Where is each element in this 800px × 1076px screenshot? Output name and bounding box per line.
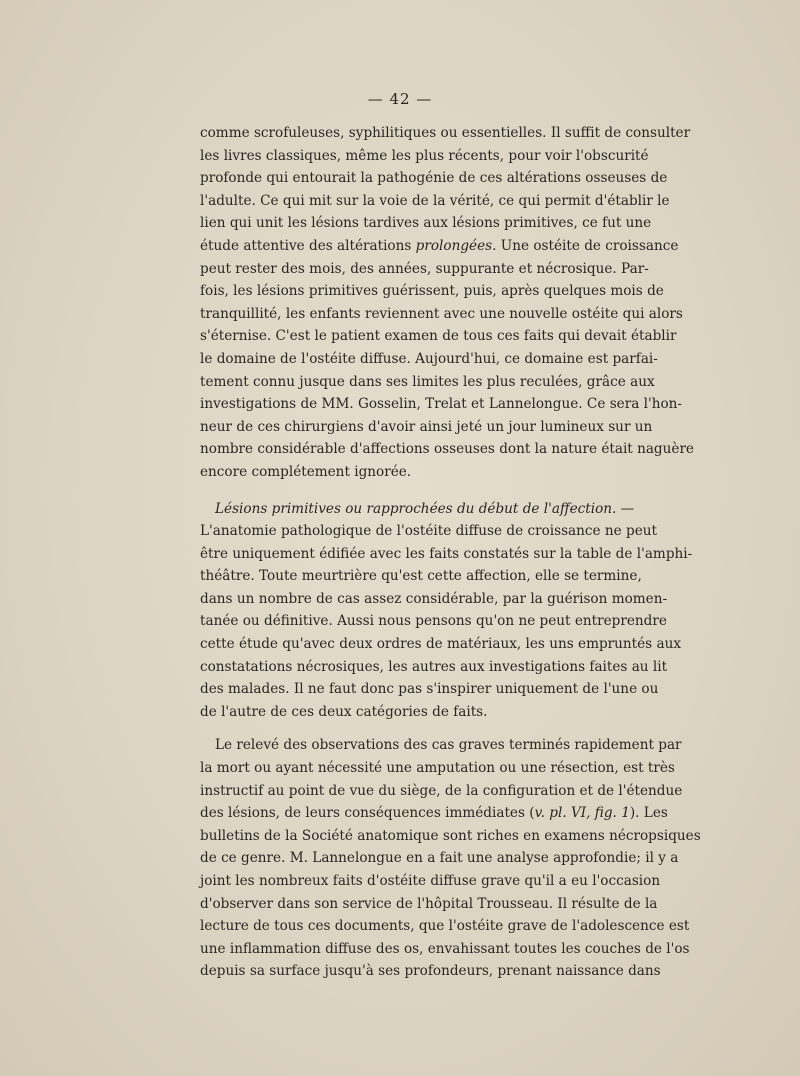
text-line: comme scrofuleuses, syphilitiques ou essentielles. Il suffit de consulter <box>200 125 691 141</box>
text-line: Le relevé des observations des cas graves terminés rapidement par <box>215 737 682 754</box>
text-line: neur de ces chirurgiens d'avoir ainsi jeté un jour lumineux sur un <box>200 418 653 435</box>
text-line: depuis sa surface jusqu'à ses profondeurs, prenant naissance dans <box>200 963 661 980</box>
text-line: une inflammation diffuse des os, envahissant toutes les couches de l'os <box>200 940 690 957</box>
paragraph-gap <box>200 723 630 734</box>
text-line: lecture de tous ces documents, que l'ostéite grave de l'adolescence est <box>200 918 690 935</box>
body-text <box>200 122 701 983</box>
text-line: encore complétement ignorée. <box>200 463 412 480</box>
text-line: joint les nombreux faits d'ostéite diffuse grave qu'il a eu l'occasion <box>200 873 661 889</box>
text-line: cette étude qu'avec deux ordres de matériaux, les uns empruntés aux <box>200 636 682 653</box>
italic-phrase: v. pl. VI, fig. 1 <box>534 805 630 822</box>
text-line: tement connu jusque dans ses limites les plus reculées, grâce aux <box>200 373 655 390</box>
text-line: le domaine de l'ostéite diffuse. Aujourd'hui, ce domaine est parfai- <box>200 350 658 367</box>
text-line: de l'autre de ces deux catégories de faits. <box>200 703 488 720</box>
section-heading-line: Lésions primitives ou rapprochées du début de l'affection. — <box>215 500 635 517</box>
text-line: instructif au point de vue du siège, de la configuration et de l'étendue <box>200 782 683 799</box>
text-line: théâtre. Toute meurtrière qu'est cette affection, elle se termine, <box>200 568 642 585</box>
text-line: d'observer dans son service de l'hôpital Trousseau. Il résulte de la <box>200 895 658 912</box>
text-line: tranquillité, les enfants reviennent avec une nouvelle ostéite qui alors <box>200 305 683 322</box>
text-line: dans un nombre de cas assez considérable, par la guérison momen- <box>200 590 668 607</box>
text-line: de ce genre. M. Lannelongue en a fait une analyse approfondie; il y a <box>200 850 679 867</box>
page-number: — 42 — <box>367 90 433 108</box>
text-line: étude attentive des altérations prolongées. Une ostéite de croissance <box>200 237 679 254</box>
section-heading: Lésions primitives ou rapprochées du début de l'affection. <box>215 500 617 517</box>
text-line: constatations nécrosiques, les autres aux investigations faites au lit <box>200 658 668 675</box>
text-line: des malades. Il ne faut donc pas s'inspirer uniquement de l'une ou <box>200 681 659 698</box>
text-line: les livres classiques, même les plus récents, pour voir l'obscurité <box>200 147 649 164</box>
italic-phrase: prolongées <box>415 237 493 254</box>
paragraph <box>200 498 693 724</box>
text-line: nombre considérable d'affections osseuses dont la nature était naguère <box>200 441 694 458</box>
paragraph <box>200 122 694 484</box>
text-line: s'éternise. C'est le patient examen de tous ces faits qui devait établir <box>200 328 677 345</box>
text-line: la mort ou ayant nécessité une amputation ou une résection, est très <box>200 760 675 777</box>
text-line: l'adulte. Ce qui mit sur la voie de la vérité, ce qui permit d'établir le <box>200 192 670 209</box>
text-line: profonde qui entourait la pathogénie de ces altérations osseuses de <box>200 170 668 187</box>
text-line: L'anatomie pathologique de l'ostéite diffuse de croissance ne peut <box>200 523 657 540</box>
paragraph-gap <box>200 484 630 498</box>
text-line: investigations de MM. Gosselin, Trelat et Lannelongue. Ce sera l'hon- <box>200 396 683 413</box>
text-line: peut rester des mois, des années, suppurante et nécrosique. Par- <box>200 260 649 277</box>
text-line: être uniquement édifiée avec les faits constatés sur la table de l'amphi- <box>200 545 693 562</box>
text-line: des lésions, de leurs conséquences immédiates (v. pl. VI, fig. 1). Les <box>200 805 668 822</box>
text-line: lien qui unit les lésions tardives aux lésions primitives, ce fut une <box>200 215 652 232</box>
text-line: tanée ou définitive. Aussi nous pensons qu'on ne peut entreprendre <box>200 613 667 630</box>
paragraph <box>200 734 701 983</box>
text-line: fois, les lésions primitives guérissent, puis, après quelques mois de <box>200 283 664 300</box>
text-line: bulletins de la Société anatomique sont riches en examens nécropsiques <box>200 827 701 844</box>
